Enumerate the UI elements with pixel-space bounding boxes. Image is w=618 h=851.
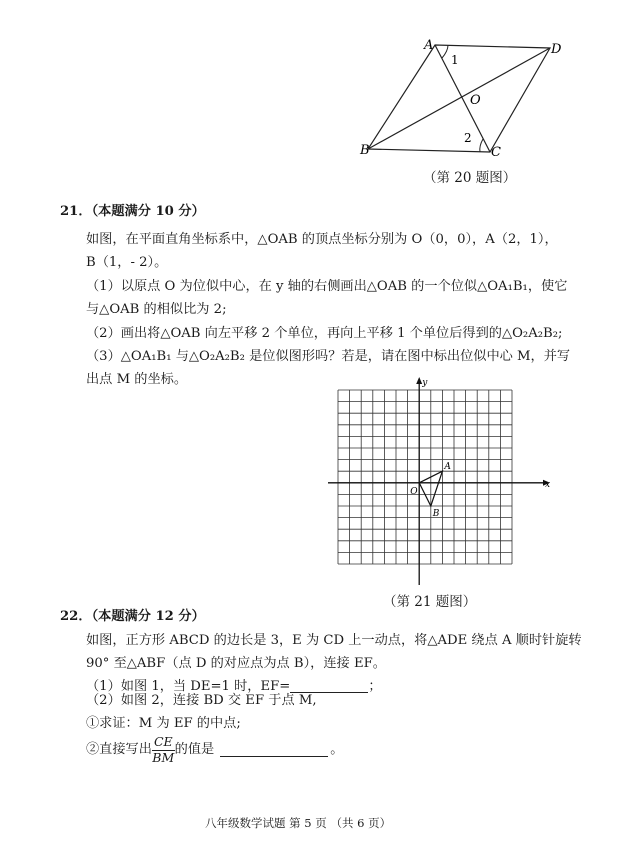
label-d: D bbox=[551, 42, 562, 57]
figure-20-caption: （第 20 题图） bbox=[423, 170, 517, 186]
y-axis-label: y bbox=[422, 378, 428, 388]
q22-part2b-end: 。 bbox=[330, 742, 344, 758]
diagonal-bd bbox=[368, 48, 550, 149]
q21-part1b: 与△OAB 的相似比为 2; bbox=[86, 302, 227, 317]
point-o-label: O bbox=[410, 486, 418, 497]
q22-line2: 90° 至△ABF（点 D 的对应点为点 B），连接 EF。 bbox=[86, 656, 386, 671]
q22-line1: 如图，正方形 ABCD 的边长是 3，E 为 CD 上一动点，将△ADE 绕点 A 顺时针旋转 bbox=[86, 633, 582, 648]
angle-2-label: 2 bbox=[464, 131, 472, 145]
page-footer: 八年级数学试题 第 5 页 （共 6 页） bbox=[205, 816, 392, 830]
q22-part2b-mid: 的值是 bbox=[174, 742, 215, 758]
q21-header: 21．（本题满分 10 分） bbox=[60, 204, 205, 219]
q22-part2b bbox=[86, 733, 343, 767]
fraction-denominator: BM bbox=[152, 749, 175, 765]
angle-1-arc bbox=[442, 45, 448, 58]
q22-part2b-text: ②直接写出 bbox=[86, 742, 152, 758]
x-axis-label: x bbox=[545, 479, 551, 490]
q22-header: 22．（本题满分 12 分） bbox=[60, 609, 205, 624]
point-b-label: B bbox=[432, 509, 440, 519]
q21-line1: 如图，在平面直角坐标系中，△OAB 的顶点坐标分别为 O（0，0），A（2，1）， bbox=[86, 232, 558, 247]
figure-20 bbox=[360, 36, 560, 161]
q21-line2: B（1，- 2）。 bbox=[86, 255, 168, 270]
q22-part2: （2）如图 2，连接 BD 交 EF 于点 M, bbox=[86, 693, 317, 708]
q22-part1-answer-blank[interactable] bbox=[290, 680, 368, 693]
diagonal-ac bbox=[435, 45, 490, 152]
fraction-ce-over-bm bbox=[152, 736, 175, 764]
label-a: A bbox=[424, 38, 434, 53]
angle-1-label: 1 bbox=[451, 53, 459, 67]
label-b: B bbox=[360, 143, 370, 158]
q21-part3b: 出点 M 的坐标。 bbox=[86, 372, 188, 387]
fraction-numerator: CE bbox=[153, 734, 173, 749]
q22-part1 bbox=[86, 680, 382, 693]
figure-21-grid bbox=[326, 375, 556, 590]
figure-21-caption: （第 21 题图） bbox=[383, 594, 477, 610]
q22-part2b-answer-blank[interactable] bbox=[220, 744, 328, 757]
q22-part1-end: ； bbox=[368, 679, 382, 694]
label-c: C bbox=[491, 145, 501, 160]
q22-part1-text: （1）如图 1，当 DE=1 时，EF= bbox=[86, 679, 291, 694]
q21-part1a: （1）以原点 O 为位似中心，在 y 轴的右侧画出△OAB 的一个位似△OA₁B₁，使它 bbox=[86, 279, 568, 294]
point-a-label: A bbox=[444, 462, 451, 473]
angle-2-arc bbox=[480, 139, 483, 152]
q21-part2: （2）画出将△OAB 向左平移 2 个单位，再向上平移 1 个单位后得到的△O₂A₂B₂; bbox=[86, 326, 563, 341]
q22-part2a: ①求证：M 为 EF 的中点; bbox=[86, 716, 241, 731]
label-o: O bbox=[470, 93, 481, 108]
q21-part3a: （3）△OA₁B₁ 与△O₂A₂B₂ 是位似图形吗？若是，请在图中标出位似中心 M，并写 bbox=[86, 349, 571, 364]
